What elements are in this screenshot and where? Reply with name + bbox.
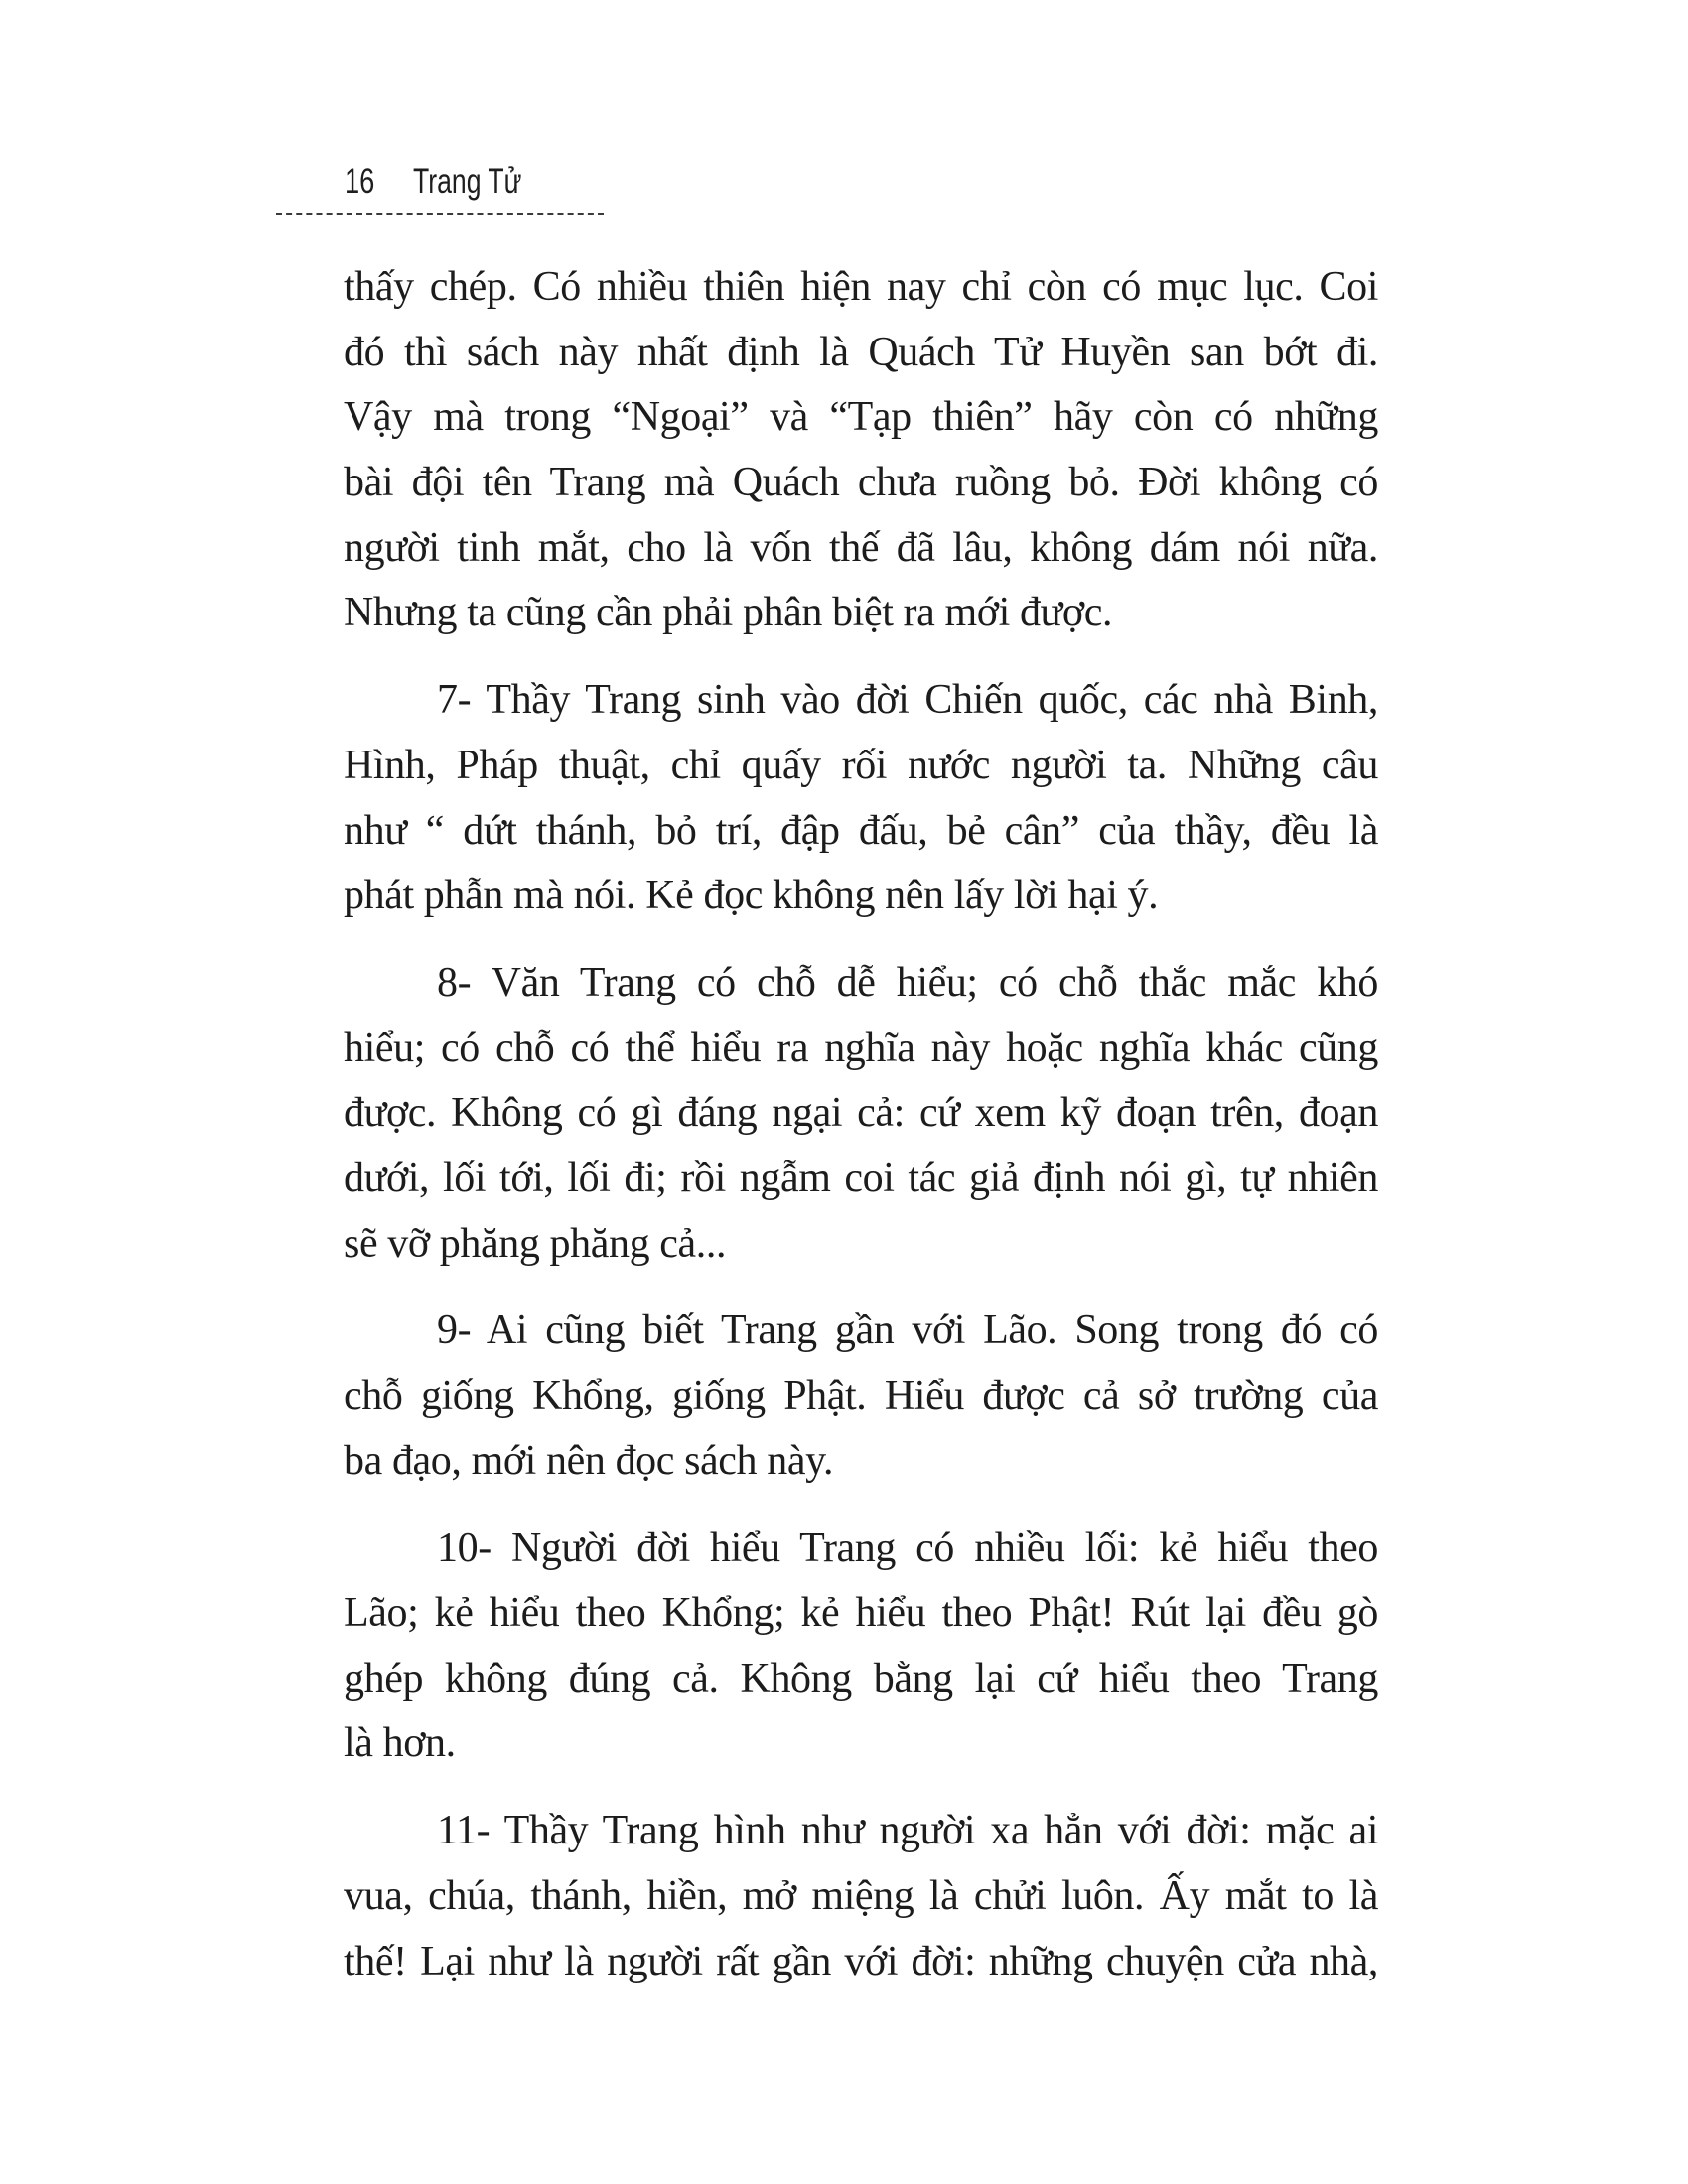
text-line: vua, chúa, thánh, hiền, mở miệng là chửi luôn. Ấy mắt to là [344,1872,1378,1919]
text-line: sẽ vỡ phăng phăng cả... [344,1220,727,1267]
text-line: Nhưng ta cũng cần phải phân biệt ra mới được. [344,590,1113,636]
text-line: đó thì sách này nhất định là Quách Tử Huyền san bớt đi. [344,329,1378,375]
text-line: phát phẫn mà nói. Kẻ đọc không nên lấy lời hại ý. [344,873,1159,919]
text-line: Vậy mà trong “Ngoại” và “Tạp thiên” hãy còn có những [344,394,1378,441]
text-line: như “ dứt thánh, bỏ trí, đập đấu, bẻ cân” của thầy, đều là [344,807,1378,854]
text-line: Lão; kẻ hiểu theo Khổng; kẻ hiểu theo Phật! Rút lại đều gò [344,1590,1378,1637]
paragraph-item-9 [344,1298,1378,1494]
paragraph-item-8 [344,951,1378,1277]
text-line: là hơn. [344,1720,456,1767]
text-line: bài đội tên Trang mà Quách chưa ruồng bỏ. Đời không có [344,460,1378,506]
text-line: 8- Văn Trang có chỗ dễ hiểu; có chỗ thắc mắc khó [437,959,1378,1006]
text-line: được. Không có gì đáng ngại cả: cứ xem kỹ đoạn trên, đoạn [344,1090,1378,1137]
paragraph-continuation [344,255,1378,646]
text-line: Hình, Pháp thuật, chỉ quấy rối nước người ta. Những câu [344,742,1378,788]
text-line: ghép không đúng cả. Không bằng lại cứ hiểu theo Trang [344,1655,1378,1702]
body-text [344,255,1378,2016]
text-line: hiểu; có chỗ có thể hiểu ra nghĩa này hoặc nghĩa khác cũng [344,1024,1378,1071]
text-line: ba đạo, mới nên đọc sách này. [344,1437,834,1484]
header-dashed-rule [276,213,604,215]
page-number: 16 [345,162,375,201]
text-line: 11- Thầy Trang hình như người xa hẳn với đời: mặc ai [437,1808,1378,1854]
book-title: Trang Tử [413,162,522,201]
text-line: 9- Ai cũng biết Trang gần với Lão. Song trong đó có [437,1307,1378,1354]
text-line: chỗ giống Khổng, giống Phật. Hiểu được cả sở trường của [344,1373,1378,1419]
text-line: người tinh mắt, cho là vốn thế đã lâu, không dám nói nữa. [344,524,1378,571]
text-line: thấy chép. Có nhiều thiên hiện nay chỉ còn có mục lục. Coi [344,264,1378,310]
text-line: 10- Người đời hiểu Trang có nhiều lối: kẻ hiểu theo [437,1525,1378,1571]
text-line: dưới, lối tới, lối đi; rồi ngẫm coi tác giả định nói gì, tự nhiên [344,1155,1378,1201]
text-line: thế! Lại như là người rất gần với đời: những chuyện cửa nhà, [344,1938,1378,1984]
paragraph-item-10 [344,1516,1378,1777]
paragraph-item-11 [344,1799,1378,1994]
paragraph-item-7 [344,668,1378,929]
text-line: 7- Thầy Trang sinh vào đời Chiến quốc, các nhà Binh, [437,677,1378,724]
